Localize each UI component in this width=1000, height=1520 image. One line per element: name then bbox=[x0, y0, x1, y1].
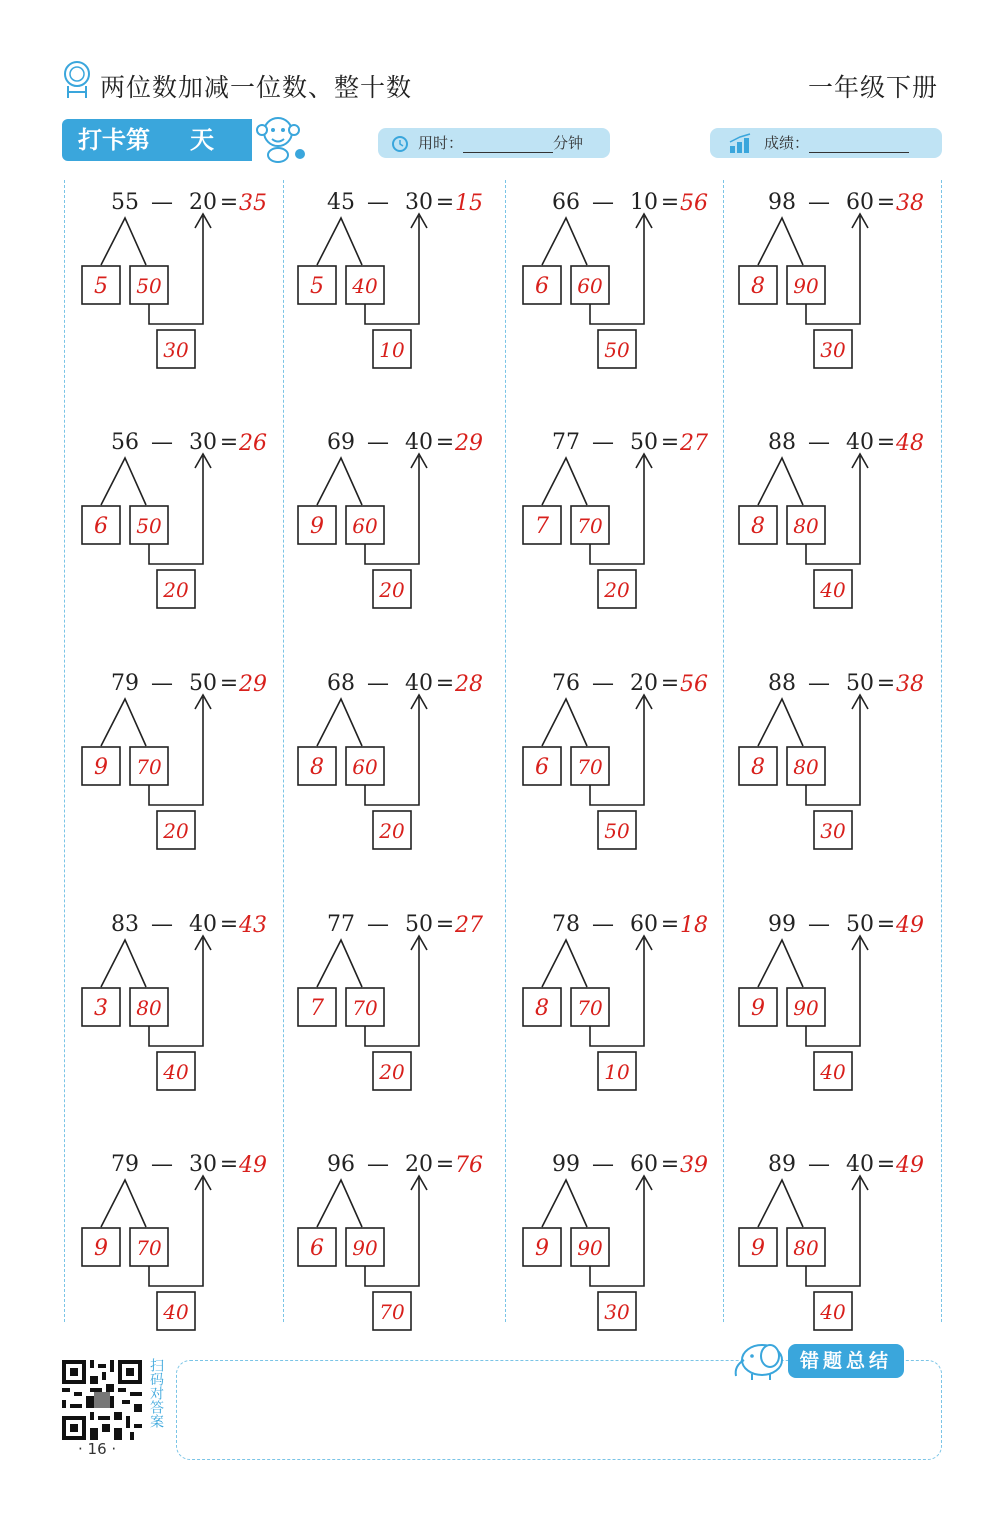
equals-sign: = bbox=[876, 430, 896, 455]
minuend: 88 bbox=[768, 671, 796, 696]
intermediate-value: 50 bbox=[604, 819, 630, 843]
equals-sign: = bbox=[435, 430, 455, 455]
split-lines bbox=[317, 458, 362, 505]
ones-value: 7 bbox=[310, 996, 324, 1021]
tens-value: 70 bbox=[577, 996, 603, 1020]
answer: 26 bbox=[239, 431, 267, 456]
minus-sign: — bbox=[151, 190, 173, 215]
answer: 43 bbox=[239, 913, 267, 938]
split-lines bbox=[758, 218, 803, 265]
subtrahend: 60 bbox=[630, 1152, 658, 1177]
score-label: 成绩： bbox=[764, 134, 810, 152]
intermediate-value: 40 bbox=[820, 1060, 846, 1084]
answer: 56 bbox=[680, 672, 708, 697]
equals-sign: = bbox=[435, 912, 455, 937]
minuend: 68 bbox=[327, 671, 355, 696]
split-lines bbox=[317, 1180, 362, 1227]
minuend: 66 bbox=[552, 190, 580, 215]
time-label: 用时： bbox=[418, 134, 464, 152]
tens-value: 70 bbox=[352, 996, 378, 1020]
intermediate-value: 20 bbox=[379, 819, 405, 843]
ones-value: 5 bbox=[310, 274, 324, 299]
equals-sign: = bbox=[435, 1152, 455, 1177]
subtrahend: 50 bbox=[405, 912, 433, 937]
ones-value: 9 bbox=[310, 514, 324, 539]
tens-value: 80 bbox=[793, 1236, 819, 1260]
subtrahend: 40 bbox=[189, 912, 217, 937]
intermediate-value: 10 bbox=[379, 338, 405, 362]
minus-sign: — bbox=[592, 430, 614, 455]
intermediate-value: 30 bbox=[820, 338, 846, 362]
equals-sign: = bbox=[876, 671, 896, 696]
ones-value: 8 bbox=[310, 755, 324, 780]
minuend: 83 bbox=[111, 912, 139, 937]
minus-sign: — bbox=[151, 671, 173, 696]
minuend: 99 bbox=[768, 912, 796, 937]
tens-value: 50 bbox=[136, 514, 162, 538]
intermediate-value: 70 bbox=[379, 1300, 405, 1324]
subtrahend: 20 bbox=[405, 1152, 433, 1177]
tens-value: 40 bbox=[352, 274, 378, 298]
ones-value: 7 bbox=[535, 514, 549, 539]
equals-sign: = bbox=[219, 430, 239, 455]
minuend: 69 bbox=[327, 430, 355, 455]
split-lines bbox=[758, 940, 803, 987]
tens-value: 80 bbox=[793, 755, 819, 779]
ones-value: 5 bbox=[94, 274, 108, 299]
minuend: 96 bbox=[327, 1152, 355, 1177]
subtrahend: 40 bbox=[405, 671, 433, 696]
ones-value: 3 bbox=[94, 996, 108, 1021]
intermediate-value: 30 bbox=[163, 338, 189, 362]
subtrahend: 50 bbox=[846, 671, 874, 696]
ones-value: 8 bbox=[751, 755, 765, 780]
answer: 27 bbox=[455, 913, 483, 938]
intermediate-value: 20 bbox=[379, 1060, 405, 1084]
day-prefix: 打卡第 bbox=[78, 126, 150, 154]
equals-sign: = bbox=[660, 912, 680, 937]
answer: 56 bbox=[680, 191, 708, 216]
minus-sign: — bbox=[808, 430, 830, 455]
ones-value: 9 bbox=[751, 1236, 765, 1261]
minus-sign: — bbox=[808, 190, 830, 215]
day-suffix: 天 bbox=[190, 126, 214, 154]
split-lines bbox=[317, 699, 362, 746]
minus-sign: — bbox=[367, 190, 389, 215]
minus-sign: — bbox=[367, 671, 389, 696]
ones-value: 9 bbox=[751, 996, 765, 1021]
equals-sign: = bbox=[219, 912, 239, 937]
split-lines bbox=[317, 218, 362, 265]
split-lines bbox=[317, 940, 362, 987]
tens-value: 70 bbox=[577, 514, 603, 538]
split-lines bbox=[101, 218, 146, 265]
answer: 49 bbox=[896, 913, 924, 938]
intermediate-value: 20 bbox=[379, 578, 405, 602]
minus-sign: — bbox=[592, 190, 614, 215]
subtrahend: 30 bbox=[189, 1152, 217, 1177]
ones-value: 9 bbox=[94, 755, 108, 780]
answer: 49 bbox=[896, 1153, 924, 1178]
split-lines bbox=[542, 458, 587, 505]
split-lines bbox=[542, 218, 587, 265]
minuend: 77 bbox=[327, 912, 355, 937]
equals-sign: = bbox=[219, 190, 239, 215]
answer: 49 bbox=[239, 1153, 267, 1178]
equals-sign: = bbox=[660, 190, 680, 215]
tens-value: 60 bbox=[352, 514, 378, 538]
subtrahend: 50 bbox=[189, 671, 217, 696]
intermediate-value: 40 bbox=[163, 1060, 189, 1084]
minus-sign: — bbox=[592, 1152, 614, 1177]
split-lines bbox=[758, 1180, 803, 1227]
answer: 38 bbox=[896, 191, 924, 216]
ones-value: 6 bbox=[94, 514, 108, 539]
subtrahend: 50 bbox=[630, 430, 658, 455]
ones-value: 6 bbox=[310, 1236, 324, 1261]
scan-for-answers-label: 扫码对答案 bbox=[148, 1358, 164, 1428]
page-number: · 16 · bbox=[78, 1440, 117, 1458]
qr-code[interactable] bbox=[62, 1360, 142, 1440]
subtrahend: 60 bbox=[630, 912, 658, 937]
answer: 28 bbox=[455, 672, 483, 697]
subtrahend: 60 bbox=[846, 190, 874, 215]
answer: 29 bbox=[239, 672, 267, 697]
equals-sign: = bbox=[660, 430, 680, 455]
page-title: 两位数加减一位数、整十数 bbox=[100, 73, 413, 102]
tens-value: 50 bbox=[136, 274, 162, 298]
subtrahend: 30 bbox=[405, 190, 433, 215]
subtrahend: 20 bbox=[189, 190, 217, 215]
minus-sign: — bbox=[367, 430, 389, 455]
grade-label: 一年级下册 bbox=[807, 73, 938, 102]
split-lines bbox=[542, 1180, 587, 1227]
tens-value: 70 bbox=[136, 755, 162, 779]
elephant-mascot-icon bbox=[730, 1338, 790, 1382]
subtrahend: 30 bbox=[189, 430, 217, 455]
mistake-summary-label: 错题总结 bbox=[788, 1344, 904, 1378]
minus-sign: — bbox=[367, 912, 389, 937]
equals-sign: = bbox=[660, 1152, 680, 1177]
ones-value: 9 bbox=[94, 1236, 108, 1261]
minus-sign: — bbox=[151, 430, 173, 455]
minuend: 76 bbox=[552, 671, 580, 696]
tens-value: 80 bbox=[136, 996, 162, 1020]
ones-value: 8 bbox=[535, 996, 549, 1021]
equals-sign: = bbox=[435, 671, 455, 696]
ones-value: 8 bbox=[751, 274, 765, 299]
tens-value: 70 bbox=[136, 1236, 162, 1260]
equals-sign: = bbox=[876, 1152, 896, 1177]
split-lines bbox=[758, 458, 803, 505]
ones-value: 6 bbox=[535, 274, 549, 299]
intermediate-value: 20 bbox=[604, 578, 630, 602]
equals-sign: = bbox=[219, 671, 239, 696]
subtrahend: 40 bbox=[846, 430, 874, 455]
intermediate-value: 40 bbox=[820, 1300, 846, 1324]
tens-value: 90 bbox=[577, 1236, 603, 1260]
minus-sign: — bbox=[367, 1152, 389, 1177]
subtrahend: 50 bbox=[846, 912, 874, 937]
tens-value: 90 bbox=[352, 1236, 378, 1260]
equals-sign: = bbox=[219, 1152, 239, 1177]
equals-sign: = bbox=[876, 190, 896, 215]
split-lines bbox=[542, 699, 587, 746]
answer: 27 bbox=[680, 431, 708, 456]
subtrahend: 40 bbox=[846, 1152, 874, 1177]
minuend: 88 bbox=[768, 430, 796, 455]
intermediate-value: 40 bbox=[820, 578, 846, 602]
minuend: 45 bbox=[327, 190, 355, 215]
minuend: 55 bbox=[111, 190, 139, 215]
ones-value: 8 bbox=[751, 514, 765, 539]
split-lines bbox=[101, 699, 146, 746]
intermediate-value: 30 bbox=[820, 819, 846, 843]
split-lines bbox=[542, 940, 587, 987]
tens-value: 90 bbox=[793, 274, 819, 298]
minus-sign: — bbox=[808, 1152, 830, 1177]
tens-value: 60 bbox=[352, 755, 378, 779]
minus-sign: — bbox=[151, 912, 173, 937]
tens-value: 80 bbox=[793, 514, 819, 538]
minuend: 78 bbox=[552, 912, 580, 937]
tens-value: 60 bbox=[577, 274, 603, 298]
minuend: 98 bbox=[768, 190, 796, 215]
answer: 15 bbox=[455, 191, 483, 216]
intermediate-value: 50 bbox=[604, 338, 630, 362]
split-lines bbox=[758, 699, 803, 746]
minuend: 56 bbox=[111, 430, 139, 455]
answer: 38 bbox=[896, 672, 924, 697]
equals-sign: = bbox=[876, 912, 896, 937]
qr-code-icon bbox=[62, 1360, 142, 1440]
time-unit: 分钟 bbox=[553, 134, 584, 152]
answer: 48 bbox=[896, 431, 924, 456]
answer: 39 bbox=[680, 1153, 708, 1178]
answer: 76 bbox=[455, 1153, 483, 1178]
answer: 35 bbox=[239, 191, 267, 216]
minus-sign: — bbox=[592, 912, 614, 937]
subtrahend: 20 bbox=[630, 671, 658, 696]
answer: 29 bbox=[455, 431, 483, 456]
minus-sign: — bbox=[808, 912, 830, 937]
answer: 18 bbox=[680, 913, 708, 938]
intermediate-value: 10 bbox=[604, 1060, 630, 1084]
split-lines bbox=[101, 1180, 146, 1227]
split-lines bbox=[101, 940, 146, 987]
minus-sign: — bbox=[808, 671, 830, 696]
intermediate-value: 30 bbox=[604, 1300, 630, 1324]
minuend: 77 bbox=[552, 430, 580, 455]
minus-sign: — bbox=[592, 671, 614, 696]
minuend: 79 bbox=[111, 1152, 139, 1177]
tens-value: 90 bbox=[793, 996, 819, 1020]
intermediate-value: 20 bbox=[163, 578, 189, 602]
equals-sign: = bbox=[435, 190, 455, 215]
equals-sign: = bbox=[660, 671, 680, 696]
ones-value: 6 bbox=[535, 755, 549, 780]
subtrahend: 40 bbox=[405, 430, 433, 455]
minus-sign: — bbox=[151, 1152, 173, 1177]
minuend: 79 bbox=[111, 671, 139, 696]
minuend: 89 bbox=[768, 1152, 796, 1177]
intermediate-value: 40 bbox=[163, 1300, 189, 1324]
intermediate-value: 20 bbox=[163, 819, 189, 843]
minuend: 99 bbox=[552, 1152, 580, 1177]
ones-value: 9 bbox=[535, 1236, 549, 1261]
split-lines bbox=[101, 458, 146, 505]
subtrahend: 10 bbox=[630, 190, 658, 215]
tens-value: 70 bbox=[577, 755, 603, 779]
